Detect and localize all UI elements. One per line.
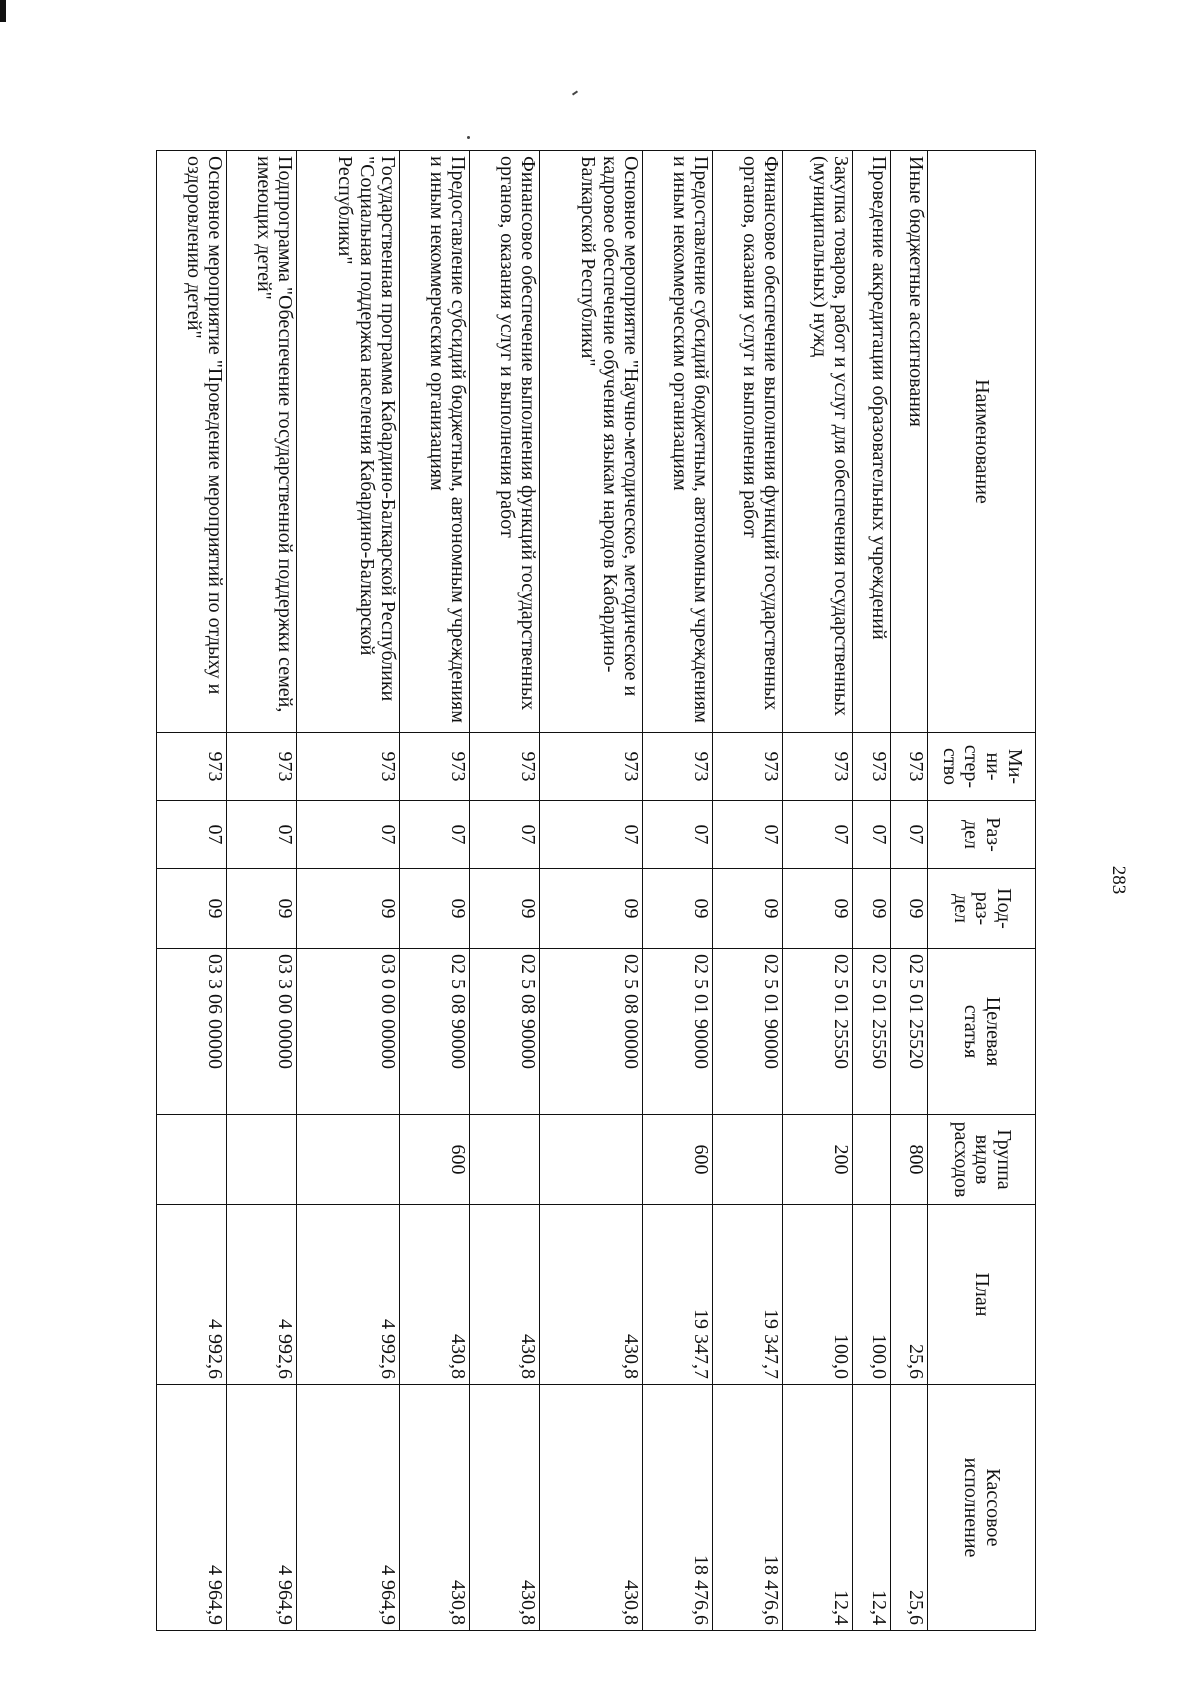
cell-group: 200: [783, 1115, 853, 1205]
cell-group: [713, 1115, 783, 1205]
cell-ministry: 973: [400, 733, 470, 801]
cell-name: Государственная программа Кабардино-Балкарской Республики "Социальная поддержка населения Кабардино-Балкарской Республики": [297, 151, 400, 733]
cell-name: Основное мероприятие "Проведение мероприятий по отдыху и оздоровлению детей": [157, 151, 227, 733]
cell-kassa: 12,4: [853, 1385, 890, 1631]
cell-group: [157, 1115, 227, 1205]
table-row: [400, 151, 470, 1631]
cell-razdel: 07: [297, 801, 400, 869]
cell-razdel: 07: [157, 801, 227, 869]
cell-plan: 4 992,6: [157, 1205, 227, 1385]
header-name: [928, 151, 1036, 733]
cell-group: [470, 1115, 540, 1205]
cell-kassa: 4 964,9: [227, 1385, 297, 1631]
cell-group: 800: [890, 1115, 927, 1205]
cell-razdel: 07: [227, 801, 297, 869]
cell-ministry: 973: [713, 733, 783, 801]
cell-razdel: 07: [853, 801, 890, 869]
cell-podrazdel: 09: [157, 869, 227, 949]
cell-name: Финансовое обеспечение выполнения функций государственных органов, оказания услуг и выполнения работ: [713, 151, 783, 733]
table-row: [783, 151, 853, 1631]
cell-plan: 100,0: [853, 1205, 890, 1385]
header-name-label: Наименование: [971, 379, 994, 504]
budget-table-container: [156, 150, 1036, 1630]
cell-name: Проведение аккредитации образовательных учреждений: [853, 151, 890, 733]
table-row: [470, 151, 540, 1631]
table-row: [853, 151, 890, 1631]
cell-podrazdel: 09: [853, 869, 890, 949]
table-row: [890, 151, 927, 1631]
cell-target: 02 5 01 90000: [643, 949, 713, 1115]
header-razdel: [928, 801, 1036, 869]
table-row: [297, 151, 400, 1631]
cell-kassa: 4 964,9: [297, 1385, 400, 1631]
header-group-label: Группа видов расходов: [949, 1121, 1015, 1198]
table-header-row: [928, 151, 1036, 1631]
cell-target: 03 3 06 00000: [157, 949, 227, 1115]
cell-podrazdel: 09: [400, 869, 470, 949]
scan-speck: [572, 90, 578, 95]
header-podrazdel: [928, 869, 1036, 949]
cell-podrazdel: 09: [540, 869, 643, 949]
cell-podrazdel: 09: [470, 869, 540, 949]
cell-name: Подпрограмма "Обеспечение государственной поддержки семей, имеющих детей": [227, 151, 297, 733]
cell-name: Финансовое обеспечение выполнения функций государственных органов, оказания услуг и выполнения работ: [470, 151, 540, 733]
cell-ministry: 973: [890, 733, 927, 801]
table-row: [540, 151, 643, 1631]
header-target: [928, 949, 1036, 1115]
cell-ministry: 973: [540, 733, 643, 801]
table-row: [157, 151, 227, 1631]
table-body: [157, 151, 928, 1631]
table-row: [643, 151, 713, 1631]
header-kassa-label: Кассовое исполнение: [960, 1457, 1005, 1558]
cell-ministry: 973: [157, 733, 227, 801]
cell-podrazdel: 09: [227, 869, 297, 949]
cell-kassa: 18 476,6: [713, 1385, 783, 1631]
scan-speck: [467, 136, 470, 139]
cell-ministry: 973: [227, 733, 297, 801]
cell-kassa: 430,8: [540, 1385, 643, 1631]
header-ministry-label: Ми- ни- стер- ство: [938, 744, 1026, 789]
cell-plan: 19 347,7: [643, 1205, 713, 1385]
header-plan-label: План: [971, 1272, 994, 1317]
header-podrazdel-label: Под- раз- дел: [949, 888, 1015, 929]
cell-plan: 430,8: [540, 1205, 643, 1385]
cell-group: 600: [643, 1115, 713, 1205]
cell-plan: 25,6: [890, 1205, 927, 1385]
cell-ministry: 973: [783, 733, 853, 801]
header-ministry: [928, 733, 1036, 801]
cell-group: [853, 1115, 890, 1205]
cell-plan: 430,8: [400, 1205, 470, 1385]
cell-target: 02 5 08 00000: [540, 949, 643, 1115]
cell-kassa: 430,8: [400, 1385, 470, 1631]
cell-ministry: 973: [470, 733, 540, 801]
cell-name: Закупка товаров, работ и услуг для обеспечения государственных (муниципальных) нужд: [783, 151, 853, 733]
cell-kassa: 4 964,9: [157, 1385, 227, 1631]
cell-kassa: 430,8: [470, 1385, 540, 1631]
cell-razdel: 07: [470, 801, 540, 869]
cell-name: Иные бюджетные ассигнования: [890, 151, 927, 733]
cell-razdel: 07: [643, 801, 713, 869]
cell-name: Основное мероприятие "Научно-методическое, методическое и кадровое обеспечение обучения языкам народов Кабардино-Балкарской Республики": [540, 151, 643, 733]
cell-razdel: 07: [890, 801, 927, 869]
cell-kassa: 12,4: [783, 1385, 853, 1631]
header-plan: [928, 1205, 1036, 1385]
cell-plan: 100,0: [783, 1205, 853, 1385]
cell-target: 02 5 01 90000: [713, 949, 783, 1115]
cell-group: 600: [400, 1115, 470, 1205]
cell-plan: 4 992,6: [297, 1205, 400, 1385]
budget-table: [156, 150, 1036, 1631]
cell-group: [540, 1115, 643, 1205]
cell-target: 03 0 00 00000: [297, 949, 400, 1115]
cell-podrazdel: 09: [890, 869, 927, 949]
cell-podrazdel: 09: [713, 869, 783, 949]
scan-edge-mark: [0, 0, 6, 22]
cell-target: 02 5 01 25550: [783, 949, 853, 1115]
cell-razdel: 07: [783, 801, 853, 869]
table-row: [227, 151, 297, 1631]
cell-name: Предоставление субсидий бюджетным, автономным учреждениям и иным некоммерческим организациям: [643, 151, 713, 733]
cell-ministry: 973: [643, 733, 713, 801]
cell-ministry: 973: [853, 733, 890, 801]
cell-group: [297, 1115, 400, 1205]
cell-razdel: 07: [540, 801, 643, 869]
cell-ministry: 973: [297, 733, 400, 801]
cell-podrazdel: 09: [297, 869, 400, 949]
cell-plan: 430,8: [470, 1205, 540, 1385]
table-row: [713, 151, 783, 1631]
cell-razdel: 07: [400, 801, 470, 869]
cell-group: [227, 1115, 297, 1205]
page-number: 283: [1108, 865, 1129, 895]
cell-plan: 4 992,6: [227, 1205, 297, 1385]
cell-kassa: 25,6: [890, 1385, 927, 1631]
header-group: [928, 1115, 1036, 1205]
cell-kassa: 18 476,6: [643, 1385, 713, 1631]
cell-target: 02 5 08 90000: [470, 949, 540, 1115]
cell-plan: 19 347,7: [713, 1205, 783, 1385]
cell-podrazdel: 09: [783, 869, 853, 949]
header-target-label: Целевая статья: [960, 996, 1005, 1067]
cell-razdel: 07: [713, 801, 783, 869]
header-kassa: [928, 1385, 1036, 1631]
cell-target: 03 3 00 00000: [227, 949, 297, 1115]
cell-podrazdel: 09: [643, 869, 713, 949]
cell-target: 02 5 01 25550: [853, 949, 890, 1115]
cell-target: 02 5 08 90000: [400, 949, 470, 1115]
cell-target: 02 5 01 25520: [890, 949, 927, 1115]
header-razdel-label: Раз- дел: [960, 817, 1005, 852]
cell-name: Предоставление субсидий бюджетным, автономным учреждениям и иным некоммерческим организациям: [400, 151, 470, 733]
